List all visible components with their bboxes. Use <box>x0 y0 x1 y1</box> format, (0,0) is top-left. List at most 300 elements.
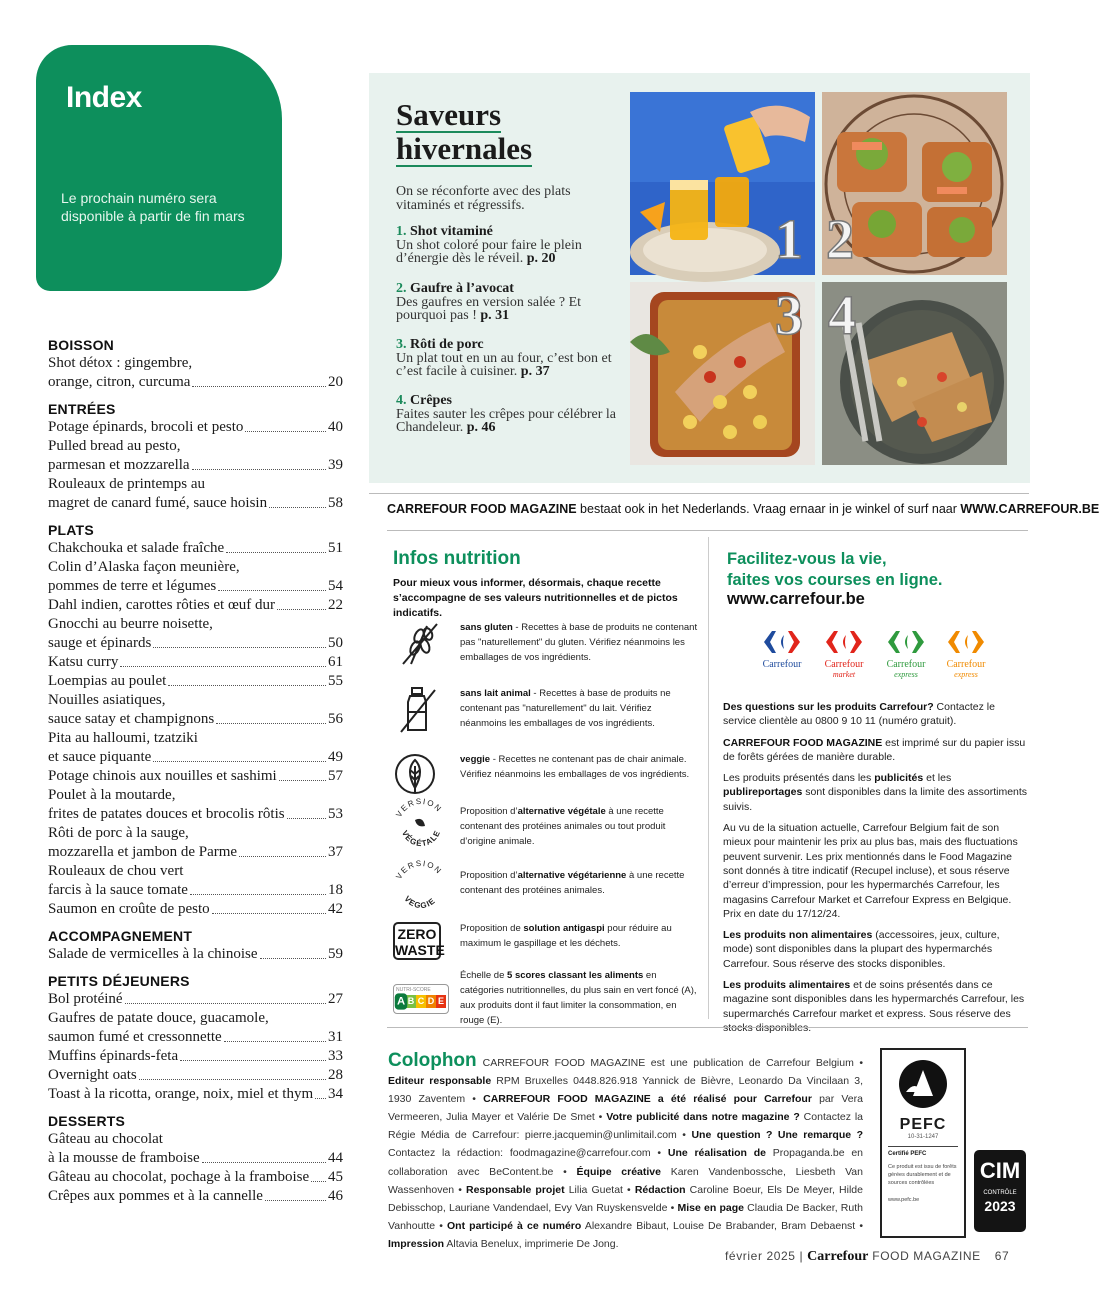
recipe-page-number: 20 <box>328 374 343 390</box>
info-text: et les <box>923 772 952 785</box>
carrefour-logo <box>752 629 812 670</box>
item-text: Un plat tout en un au four, c’est bon et c’est facile à cuisiner. <box>396 350 612 379</box>
colophon-text: Altavia Benelux, imprimerie De Jong. <box>444 1237 619 1250</box>
dot-leader <box>216 723 326 724</box>
dot-leader <box>239 856 326 857</box>
next-issue-note: Le prochain numéro sera disponible à partir de fin mars <box>61 190 245 224</box>
legend-pre: Échelle de <box>460 970 508 981</box>
legend-body: à une recette contenant des protéines animales. <box>460 870 685 896</box>
info-paragraph <box>723 736 1028 765</box>
divider <box>369 493 1029 494</box>
nutri-score-label: NUTRI-SCORE <box>396 987 431 993</box>
icon-label-bottom: VEGGIE <box>402 894 438 911</box>
page-footer <box>725 1249 1025 1265</box>
recipe-name: Loempias au poulet <box>48 673 167 689</box>
legend-body: en catégories nutritionnelles, du plus sain en vert foncé (A), aux produits dont il faut limiter la consommation, en rouge (E). <box>460 970 697 1026</box>
icon-label-top: VERSION <box>394 858 444 881</box>
index-title: Index <box>66 81 142 114</box>
legend-bold: sans lait animal <box>460 688 531 699</box>
recipe-name-line: Rôti de porc à la sauge, <box>48 825 189 841</box>
dot-leader <box>125 1003 326 1004</box>
infos-nutrition-intro: Pour mieux vous informer, désormais, chaque recette s’accompagne de ses valeurs nutritionnelles et de pictos indicatifs. <box>393 577 678 619</box>
recipe-page-number: 40 <box>328 419 343 435</box>
legend-bold: 5 scores classant les aliments <box>507 970 644 981</box>
recipe-page-number: 59 <box>328 946 343 962</box>
index-category <box>48 973 343 1104</box>
legend-body: pour réduire au maximum le gaspillage et les déchets. <box>460 923 672 949</box>
saveurs-item <box>396 225 621 266</box>
pefc-text: Ce produit est issu de forêts gérées durablement et de sources contrôlées <box>888 1164 957 1186</box>
svg-text:VERSION <box>394 859 444 881</box>
colophon-bold: Équipe créative <box>576 1165 661 1178</box>
column-divider <box>708 537 709 1019</box>
recipe-name: farcis à la sauce tomate <box>48 882 188 898</box>
recipe-page-number: 18 <box>328 882 343 898</box>
logo-label: Carrefour <box>762 659 802 670</box>
info-text: sont disponibles dans la limite des assortiments suivis. <box>723 786 1028 813</box>
recipe-entry <box>48 1168 343 1187</box>
recipe-page-number: 51 <box>328 540 343 556</box>
colophon-bold: Une réalisation de <box>667 1147 766 1160</box>
recipe-page-number: 44 <box>328 1150 343 1166</box>
recipe-name: magret de canard fumé, sauce hoisin <box>48 495 268 511</box>
nutri-score-scale <box>396 995 446 1008</box>
item-page: p. 46 <box>466 420 496 435</box>
recipe-entry <box>48 1085 343 1104</box>
banner-text: bestaat ook in het Nederlands. Vraag ernaar in je winkel of surf naar <box>576 502 961 516</box>
dot-leader <box>277 609 326 610</box>
recipe-entry <box>48 881 343 900</box>
veggie-leaf-icon <box>393 752 449 800</box>
recipe-entry <box>48 805 343 824</box>
colophon-text: Karen Vandenbossche, Liesbeth Van Wassenhoven • <box>388 1165 863 1196</box>
dairy-free-icon <box>393 686 449 734</box>
logo-sublabel: market <box>832 670 856 679</box>
facilitez-title-line2: faites vos courses en ligne. <box>727 571 943 589</box>
recipe-entry <box>48 634 343 653</box>
divider <box>387 530 1028 531</box>
recipe-name: Potage chinois aux nouilles et sashimi <box>48 768 277 784</box>
recipe-name: Toast à la ricotta, orange, noix, miel et thym <box>48 1086 314 1102</box>
dot-leader <box>279 780 326 781</box>
recipe-page-number: 61 <box>328 654 343 670</box>
banner-url[interactable]: WWW.CARREFOUR.BE <box>960 502 1099 516</box>
footer-magazine: FOOD MAGAZINE <box>872 1249 981 1263</box>
category-title: PLATS <box>48 522 94 538</box>
saveurs-item <box>396 282 621 323</box>
recipe-name: parmesan et mozzarella <box>48 457 190 473</box>
recipe-name: et sauce piquante <box>48 749 152 765</box>
recipe-page-number: 53 <box>328 806 343 822</box>
photo-gaufre-avocat <box>822 92 1007 275</box>
logo-label: Carrefour <box>824 659 864 670</box>
recipe-page-number: 45 <box>328 1169 343 1185</box>
infos-nutrition-title: Infos nutrition <box>393 548 521 569</box>
dot-leader <box>287 818 326 819</box>
recipe-entry <box>48 1066 343 1085</box>
dot-leader <box>269 507 326 508</box>
legend-bold: alternative végétale <box>517 806 606 817</box>
cim-name: CIM <box>979 1158 1021 1183</box>
recipe-name: Chakchouka et salade fraîche <box>48 540 225 556</box>
info-bold: CARREFOUR FOOD MAGAZINE <box>723 736 883 749</box>
banner-magazine-name: CARREFOUR FOOD MAGAZINE <box>387 502 577 516</box>
dot-leader <box>265 1200 326 1201</box>
saveurs-intro: On se réconforte avec des plats vitaminés et régressifs. <box>396 184 571 213</box>
index-category <box>48 1113 343 1206</box>
logo-sublabel: express <box>894 670 918 679</box>
colophon-text: Caroline Boeur, Els De Meyer, Hilde Debisschop, Lauriane Vandendael, Evy Van Ruyskensvelde • <box>388 1183 863 1214</box>
recipe-page-number: 39 <box>328 457 343 473</box>
recipe-page-number: 22 <box>328 597 343 613</box>
dutch-edition-banner <box>387 501 1099 517</box>
dot-leader <box>192 469 326 470</box>
recipe-name-line: Poulet à la moutarde, <box>48 787 176 803</box>
pefc-name: PEFC <box>899 1116 947 1133</box>
gluten-free-icon <box>393 620 449 668</box>
recipe-page-number: 49 <box>328 749 343 765</box>
info-bold: Les produits alimentaires <box>723 979 851 992</box>
carrefour-logo-icon <box>762 629 802 655</box>
recipe-entry <box>48 596 343 615</box>
carrefour-market-logo <box>814 629 874 679</box>
legend-text <box>460 752 700 782</box>
svg-text:VEGGIE <box>402 894 437 910</box>
recipe-name: Bol protéiné <box>48 991 123 1007</box>
carrefour-express-green-logo <box>876 629 936 679</box>
footer-brand: Carrefour <box>807 1249 869 1264</box>
recipe-entry <box>48 653 343 672</box>
nutri-score-icon <box>393 984 449 1014</box>
saveurs-item <box>396 338 621 379</box>
photo-number: 4 <box>828 285 856 347</box>
recipe-name: pommes de terre et légumes <box>48 578 217 594</box>
colophon-bold: CARREFOUR FOOD MAGAZINE a été réalisé pour Carrefour <box>483 1093 812 1106</box>
item-heading: Rôti de porc <box>410 337 484 352</box>
category-title: ACCOMPAGNEMENT <box>48 928 193 944</box>
recipe-entry <box>48 577 343 596</box>
saveurs-hivernales-panel <box>369 73 1030 483</box>
recipe-name-line: Gnocchi au beurre noisette, <box>48 616 213 632</box>
dot-leader <box>315 1098 326 1099</box>
recipe-page-number: 28 <box>328 1067 343 1083</box>
index-category <box>48 401 343 513</box>
recipe-entry <box>48 1047 343 1066</box>
recipe-page-number: 56 <box>328 711 343 727</box>
legend-text <box>460 686 700 731</box>
recipe-name-line: Gaufres de patate douce, guacamole, <box>48 1010 269 1026</box>
colophon <box>388 1052 863 1253</box>
svg-text:VERSION <box>394 797 444 819</box>
recipe-name-line: Pita au halloumi, tzatziki <box>48 730 198 746</box>
legend-bold: alternative végétarienne <box>517 870 627 881</box>
info-paragraph <box>723 821 1028 921</box>
colophon-bold: Une question ? Une remarque ? <box>691 1129 863 1142</box>
item-number: 3. <box>396 337 407 352</box>
pefc-certification-label <box>880 1048 966 1238</box>
photo-roti-porc <box>630 282 815 465</box>
index-category <box>48 522 343 919</box>
item-number: 1. <box>396 224 407 239</box>
cim-badge <box>974 1150 1026 1232</box>
recipe-name: Crêpes aux pommes et à la cannelle <box>48 1188 263 1204</box>
logo-label: Carrefour <box>886 659 926 670</box>
recipe-page-number: 55 <box>328 673 343 689</box>
facilitez-title-line1: Facilitez-vous la vie, <box>727 550 887 568</box>
nutri-score-letter: A <box>395 993 408 1009</box>
legend-bold: veggie <box>460 754 491 765</box>
info-bold: publicités <box>874 772 924 785</box>
info-paragraph <box>723 928 1028 971</box>
recipe-name: mozzarella et jambon de Parme <box>48 844 238 860</box>
colophon-text: Propaganda.be en collaboration avec BeContent.be • <box>388 1147 864 1178</box>
index-header-block <box>36 45 282 291</box>
colophon-text: Lilia Guetat • <box>564 1183 635 1196</box>
dot-leader <box>245 431 326 432</box>
category-title: BOISSON <box>48 337 114 353</box>
recipe-entry <box>48 672 343 691</box>
legend-text <box>460 868 700 898</box>
saveurs-title-line2: hivernales <box>396 131 533 166</box>
colophon-text: RPM Bruxelles 0448.826.918 Yannick de Bièvre, Leonardo Da Vincilaan 3, 1930 Zaventem • <box>388 1075 863 1106</box>
legend-text <box>460 968 700 1028</box>
zero-waste-icon <box>393 922 445 960</box>
info-text: Contactez le service clientèle au 0800 9 10 11 (numéro gratuit). <box>723 701 995 728</box>
recipe-entry <box>48 456 343 475</box>
legend-bold: sans gluten <box>460 622 513 633</box>
carrefour-info-text <box>723 700 1028 1042</box>
recipe-entry <box>48 767 343 786</box>
recipe-name: Saumon en croûte de pesto <box>48 901 210 917</box>
divider <box>387 1027 1028 1028</box>
info-bold: publireportages <box>723 786 803 799</box>
recipe-entry <box>48 990 343 1009</box>
nutri-score-letter: D <box>427 996 435 1006</box>
dot-leader <box>153 647 326 648</box>
recipe-page-number: 27 <box>328 991 343 1007</box>
recipe-name: saumon fumé et cressonnette <box>48 1029 222 1045</box>
colophon-bold: Votre publicité dans notre magazine ? <box>606 1111 800 1124</box>
carrefour-express-orange-logo-icon <box>946 629 986 655</box>
recipe-entry <box>48 539 343 558</box>
colophon-text: Contactez la rédaction: foodmagazine@carrefour.com • <box>388 1147 668 1160</box>
recipe-entry <box>48 494 343 513</box>
recipe-name: Katsu curry <box>48 654 119 670</box>
dot-leader <box>168 685 326 686</box>
recipe-name-line: Nouilles asiatiques, <box>48 692 166 708</box>
index-category <box>48 928 343 964</box>
index-category <box>48 337 343 392</box>
info-paragraph <box>723 700 1028 729</box>
dot-leader <box>192 386 326 387</box>
item-text: Un shot coloré pour faire le plein d’énergie dès le réveil. <box>396 237 582 266</box>
item-text: Faites sauter les crêpes pour célébrer la Chandeleur. <box>396 406 617 435</box>
recipe-entry <box>48 900 343 919</box>
recipe-name-line: Pulled bread au pesto, <box>48 438 181 454</box>
pefc-certified: Certifié PEFC <box>888 1146 958 1157</box>
colophon-text: CARREFOUR FOOD MAGAZINE est une publication de Carrefour Belgium • <box>482 1057 863 1069</box>
recipe-page-number: 42 <box>328 901 343 917</box>
recipe-entry <box>48 945 343 964</box>
recipe-entry <box>48 373 343 392</box>
saveurs-title-line1: Saveurs <box>396 97 502 132</box>
pefc-tree-icon <box>882 1056 964 1116</box>
logo-sublabel: express <box>954 670 978 679</box>
legend-body: - Recettes à base de produits ne contenant pas "naturellement" du lait. Vérifiez néanmoins les emballages de vos ingrédients. <box>460 688 671 729</box>
colophon-bold: Ont participé à ce numéro <box>447 1219 582 1232</box>
item-page: p. 31 <box>480 308 510 323</box>
carrefour-logos <box>752 629 997 681</box>
dot-leader <box>153 761 326 762</box>
item-number: 4. <box>396 393 407 408</box>
logo-label: Carrefour <box>946 659 986 670</box>
recipe-name: sauge et épinards <box>48 635 152 651</box>
legend-text <box>460 804 700 849</box>
recipe-entry <box>48 748 343 767</box>
colophon-text: Alexandre Bibaut, Louise De Brabander, Bram Debaenst • <box>581 1219 863 1232</box>
photo-number: 1 <box>775 209 803 271</box>
recipe-name: Potage épinards, brocoli et pesto <box>48 419 244 435</box>
photo-number: 2 <box>826 209 854 271</box>
item-text: Des gaufres en version salée ? Et pourquoi pas ! <box>396 294 582 323</box>
info-text: (accessoires, jeux, culture, mode) sont disponibles dans la plupart des hypermarchés Carrefour. Sous réserve des stocks disponibles. <box>723 929 1000 970</box>
recipe-name-line: Colin d’Alaska façon meunière, <box>48 559 240 575</box>
recipe-page-number: 54 <box>328 578 343 594</box>
legend-bold: solution antigaspi <box>523 923 605 934</box>
recipe-name-line: Rouleaux de chou vert <box>48 863 184 879</box>
legend-pre: Proposition de <box>460 923 524 934</box>
dot-leader <box>226 552 326 553</box>
info-text: Au vu de la situation actuelle, Carrefour Belgium fait de son mieux pour maintenir les prix au plus bas, mais des fluctuations peuvent survenir. Les prix mentionnés dans le Food Magazine sont donnés à titre indicatif (Recupel incluse), et sous réserve d’erreur d’impression, pour les hypermarchés Carrefour, les magasins Carrefour Market et Carrefour Express en Belgique. Prix en date du 17/12/24. <box>723 822 1018 920</box>
item-heading: Crêpes <box>410 393 452 408</box>
nutri-score-letter: B <box>407 996 415 1006</box>
cim-year: 2023 <box>984 1198 1016 1214</box>
item-page: p. 37 <box>520 364 550 379</box>
version-vegetale-icon <box>393 796 449 852</box>
recipe-page-number: 33 <box>328 1048 343 1064</box>
legend-body: - Recettes à base de produits ne contenant pas "naturellement" du gluten. Vérifiez néanmoins les emballages de vos ingrédients. <box>460 622 698 663</box>
icon-label-top: VERSION <box>394 796 444 819</box>
dot-leader <box>139 1079 326 1080</box>
colophon-bold: Mise en page <box>677 1201 744 1214</box>
recipe-name-line: Rouleaux de printemps au <box>48 476 206 492</box>
colophon-bold: Responsable projet <box>466 1183 565 1196</box>
carrefour-express-orange-logo <box>936 629 996 679</box>
recipe-name: Muffins épinards-feta <box>48 1048 179 1064</box>
colophon-text: Claudia De Backer, Ruth Vanhoutte • <box>388 1201 863 1232</box>
info-paragraph <box>723 771 1028 814</box>
colophon-bold: Rédaction <box>634 1183 686 1196</box>
recipe-name: Overnight oats <box>48 1067 137 1083</box>
colophon-bold: Impression <box>388 1237 445 1250</box>
recipe-page-number: 58 <box>328 495 343 511</box>
recipe-page-number: 34 <box>328 1086 343 1102</box>
info-text: est imprimé sur du papier issu de forêts gérées de manière durable. <box>723 736 1026 763</box>
icon-label-bottom: VÉGÉTALE <box>399 828 443 849</box>
recipe-page-number: 57 <box>328 768 343 784</box>
saveurs-title <box>396 99 532 167</box>
carrefour-url-link[interactable]: www.carrefour.be <box>727 590 865 608</box>
cim-label: CONTRÔLE <box>983 1190 1017 1196</box>
dot-leader <box>311 1181 326 1182</box>
recipe-entry <box>48 843 343 862</box>
dot-leader <box>202 1162 326 1163</box>
recipe-entry <box>48 1187 343 1206</box>
icon-label-bottom: WASTE <box>395 942 445 958</box>
item-page: p. 20 <box>526 251 556 266</box>
legend-pre: Proposition d’ <box>460 806 518 817</box>
info-text: Les produits présentés dans les <box>723 772 875 785</box>
recipe-page-number: 31 <box>328 1029 343 1045</box>
category-title: DESSERTS <box>48 1113 126 1129</box>
facilitez-title <box>727 549 943 591</box>
recipe-page-number: 50 <box>328 635 343 651</box>
recipe-name-line: Shot détox : gingembre, <box>48 355 193 371</box>
item-heading: Gaufre à l’avocat <box>410 281 514 296</box>
recipe-index-list <box>48 337 343 1206</box>
category-title: ENTRÉES <box>48 401 116 417</box>
colophon-text: par Vera Vermeeren, Julia Mayer et Valérie De Smet • <box>388 1093 863 1124</box>
colophon-bold: Editeur responsable <box>388 1075 492 1088</box>
saveurs-item <box>396 394 621 435</box>
photo-crepes <box>822 282 1007 465</box>
legend-text <box>460 921 700 951</box>
recipe-page-number: 46 <box>328 1188 343 1204</box>
recipe-name: orange, citron, curcuma <box>48 374 191 390</box>
legend-pre: Proposition d’ <box>460 870 518 881</box>
footer-separator: | <box>799 1249 804 1263</box>
recipe-name: Salade de vermicelles à la chinoise <box>48 946 258 962</box>
recipe-name-line: Gâteau au chocolat <box>48 1131 163 1147</box>
version-veggie-icon <box>393 858 449 914</box>
nutri-score-letter: C <box>417 996 425 1006</box>
category-title: PETITS DÉJEUNERS <box>48 973 190 989</box>
info-text: et de soins présentés dans ce magazine sont disponibles dans les hypermarchés Carrefour, les supermarchés Carrefour market et express. Sous réserve des <box>723 979 1025 1020</box>
recipe-name: Gâteau au chocolat, pochage à la framboise <box>48 1169 310 1185</box>
legend-text <box>460 620 700 665</box>
dot-leader <box>180 1060 326 1061</box>
recipe-name: à la mousse de framboise <box>48 1150 200 1166</box>
page-number: 67 <box>994 1249 1010 1263</box>
carrefour-express-green-logo-icon <box>886 629 926 655</box>
pefc-url: www.pefc.be <box>888 1197 920 1203</box>
dot-leader <box>260 958 327 959</box>
photo-shot-vitamine <box>630 92 815 275</box>
nutri-score-letter: E <box>437 996 444 1006</box>
svg-text:VÉGÉTALE <box>400 829 442 849</box>
info-bold: Les produits non alimentaires <box>723 929 873 942</box>
info-bold: Des questions sur les produits Carrefour? <box>723 701 934 713</box>
colophon-text: Contactez la Régie Média de Carrefour: pierre.jacquemin@unlimitail.com • <box>388 1111 863 1142</box>
legend-body: - Recettes ne contenant pas de chair animale. Vérifiez néanmoins les emballages de vos ingrédients. <box>460 754 690 780</box>
recipe-entry <box>48 418 343 437</box>
item-heading: Shot vitaminé <box>410 224 493 239</box>
item-number: 2. <box>396 281 407 296</box>
dot-leader <box>120 666 326 667</box>
icon-label-top: ZERO <box>397 926 437 942</box>
recipe-page-number: 37 <box>328 844 343 860</box>
carrefour-market-logo-icon <box>824 629 864 655</box>
recipe-entry <box>48 1149 343 1168</box>
footer-date: février 2025 <box>725 1249 796 1263</box>
pefc-code: 10-31-1247 <box>907 1134 939 1140</box>
photo-number: 3 <box>775 285 803 347</box>
recipe-entry <box>48 710 343 729</box>
dot-leader <box>190 894 326 895</box>
dot-leader <box>224 1041 326 1042</box>
colophon-title: Colophon <box>388 1050 477 1071</box>
recipe-entry <box>48 1028 343 1047</box>
